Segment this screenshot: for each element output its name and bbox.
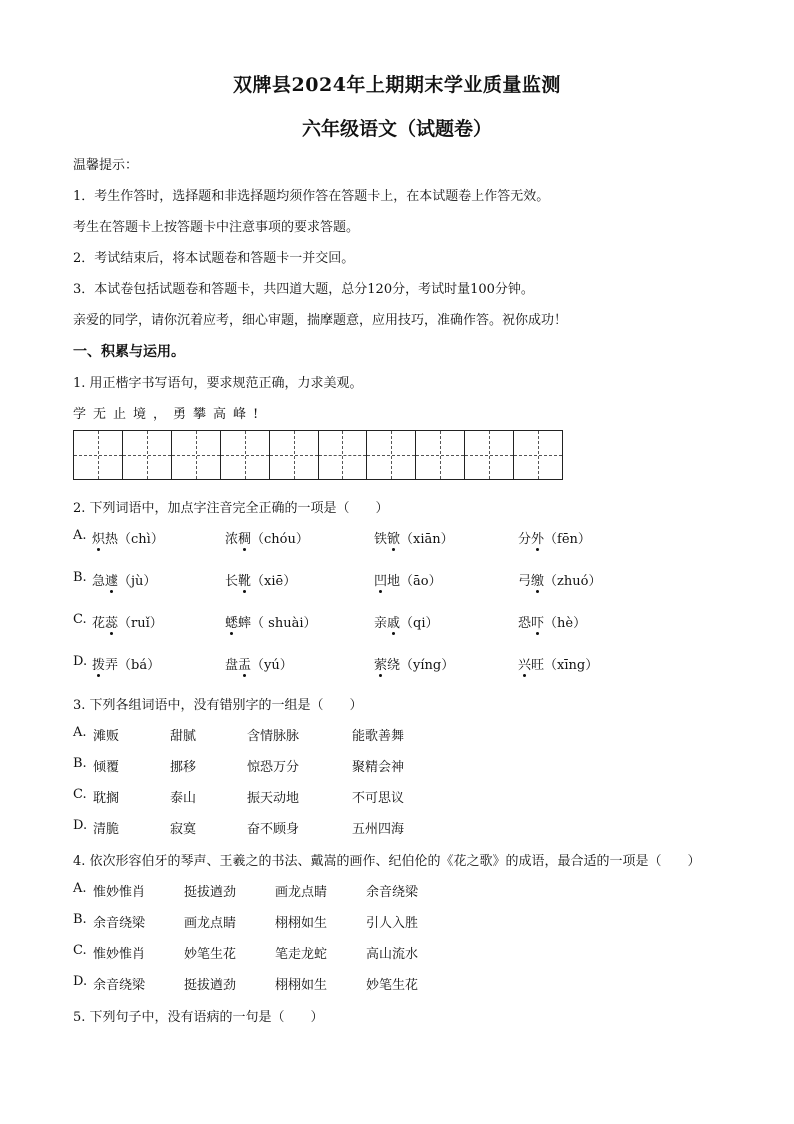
- option-word: 清脆: [93, 822, 120, 837]
- dotted-char: 炽: [92, 528, 105, 547]
- grid-cell[interactable]: [367, 431, 416, 479]
- grid-cell[interactable]: [465, 431, 514, 479]
- dotted-char: 盂: [238, 654, 251, 673]
- word-prefix: 长: [225, 574, 239, 589]
- dotted-char: 萦: [374, 654, 387, 673]
- option-word: 不可思议: [352, 791, 405, 806]
- option-word: 引人入胜: [366, 916, 419, 931]
- dotted-char: 拨: [92, 654, 105, 673]
- writing-grid[interactable]: [73, 430, 563, 480]
- word-pinyin: [518, 612, 586, 631]
- dotted-char: 外: [531, 528, 544, 547]
- dotted-char: 靴: [238, 570, 251, 589]
- word-pinyin: [225, 570, 296, 589]
- option-word: 画龙点睛: [275, 885, 328, 900]
- word-pinyin: [374, 570, 442, 589]
- option-word: 挺拔遒劲: [184, 885, 237, 900]
- grid-cell[interactable]: [416, 431, 465, 479]
- option-letter[interactable]: D.: [73, 654, 88, 669]
- word-prefix: 恐: [518, 616, 532, 631]
- exam-title: 双牌县2024年上期期末学业质量监测: [233, 74, 561, 96]
- word-pinyin: [374, 654, 454, 673]
- word-rest: （fēn）: [544, 532, 591, 547]
- option-word: 惟妙惟肖: [93, 947, 146, 962]
- word-rest: 热（chì）: [105, 532, 164, 547]
- word-rest: （xiān）: [400, 532, 454, 547]
- word-pinyin: [92, 612, 163, 631]
- grid-cell[interactable]: [270, 431, 319, 479]
- q3-prompt: 3. 下列各组词语中，没有错别字的一组是（ ）: [73, 698, 363, 713]
- option-word: 奋不顾身: [247, 822, 300, 837]
- word-pinyin: [225, 528, 309, 547]
- word-rest: （jù）: [118, 574, 157, 589]
- word-pinyin: [92, 654, 160, 673]
- option-word: 挺拔遒劲: [184, 978, 237, 993]
- option-word: 笔走龙蛇: [275, 947, 328, 962]
- grid-cell[interactable]: [221, 431, 270, 479]
- word-rest: （zhuó）: [544, 574, 602, 589]
- word-prefix: 盘: [225, 658, 239, 673]
- word-rest: 蟀（ shuài）: [238, 616, 317, 631]
- dotted-char: 戚: [387, 612, 400, 631]
- exam-subtitle: 六年级语文（试题卷）: [301, 118, 492, 140]
- option-letter[interactable]: B.: [73, 756, 87, 771]
- word-prefix: 弓: [518, 574, 532, 589]
- q1-prompt: 1. 用正楷字书写语句，要求规范正确，力求美观。: [73, 376, 363, 391]
- option-letter[interactable]: D.: [73, 818, 88, 833]
- grid-cell[interactable]: [172, 431, 221, 479]
- q2-prompt: 2. 下列词语中，加点字注音完全正确的一项是（ ）: [73, 501, 389, 516]
- word-prefix: 急: [92, 574, 106, 589]
- option-word: 画龙点睛: [184, 916, 237, 931]
- note-line: 2．考试结束后，将本试题卷和答题卡一并交回。: [73, 251, 355, 266]
- dotted-char: 蟋: [225, 612, 238, 631]
- option-word: 余音绕梁: [93, 916, 146, 931]
- option-word: 耽搁: [93, 791, 120, 806]
- option-word: 妙笔生花: [366, 978, 419, 993]
- option-word: 寂寞: [170, 822, 197, 837]
- dotted-char: 吓: [531, 612, 544, 631]
- word-pinyin: [518, 528, 591, 547]
- word-pinyin: [225, 654, 293, 673]
- option-word: 甜腻: [170, 729, 197, 744]
- word-prefix: 分: [518, 532, 532, 547]
- word-rest: 绕（yíng）: [387, 658, 455, 673]
- word-rest: （xiē）: [251, 574, 297, 589]
- option-word: 滩贩: [93, 729, 120, 744]
- word-rest: 旺（xīng）: [531, 658, 599, 673]
- option-letter[interactable]: A.: [73, 528, 87, 543]
- note-line: 考生在答题卡上按答题卡中注意事项的要求答题。: [73, 220, 360, 235]
- dotted-char: 锨: [387, 528, 400, 547]
- word-prefix: 浓: [225, 532, 239, 547]
- option-letter[interactable]: C.: [73, 787, 87, 802]
- option-word: 高山流水: [366, 947, 419, 962]
- word-prefix: 铁: [374, 532, 388, 547]
- dotted-char: 缴: [531, 570, 544, 589]
- option-word: 余音绕梁: [93, 978, 146, 993]
- notes-heading: 温馨提示：: [73, 158, 139, 173]
- option-word: 含情脉脉: [247, 729, 300, 744]
- word-pinyin: [374, 612, 439, 631]
- q5-prompt: 5. 下列句子中，没有语病的一句是（ ）: [73, 1010, 324, 1025]
- option-word: 泰山: [170, 791, 197, 806]
- q4-prompt: 4. 依次形容伯牙的琴声、王羲之的书法、戴嵩的画作、纪伯伦的《花之歌》的成语，最合适的一项是（ ）: [73, 854, 701, 869]
- word-pinyin: [518, 570, 601, 589]
- option-word: 能歌善舞: [352, 729, 405, 744]
- dotted-char: 兴: [518, 654, 531, 673]
- option-letter[interactable]: B.: [73, 570, 87, 585]
- option-word: 栩栩如生: [275, 916, 328, 931]
- dotted-char: 凹: [374, 570, 387, 589]
- option-word: 余音绕梁: [366, 885, 419, 900]
- word-rest: （qi）: [400, 616, 439, 631]
- dotted-char: 遽: [105, 570, 118, 589]
- grid-cell[interactable]: [123, 431, 172, 479]
- grid-cell[interactable]: [319, 431, 368, 479]
- option-word: 惟妙惟肖: [93, 885, 146, 900]
- option-letter[interactable]: C.: [73, 943, 87, 958]
- word-rest: 弄（bá）: [105, 658, 161, 673]
- word-pinyin: [374, 528, 454, 547]
- option-word: 挪移: [170, 760, 197, 775]
- option-word: 惊恐万分: [247, 760, 300, 775]
- option-word: 倾覆: [93, 760, 120, 775]
- option-word: 栩栩如生: [275, 978, 328, 993]
- option-letter[interactable]: A.: [73, 881, 87, 896]
- note-line: 1．考生作答时，选择题和非选择题均须作答在答题卡上，在本试题卷上作答无效。: [73, 189, 550, 204]
- note-line: 3．本试卷包括试题卷和答题卡，共四道大题，总分120分，考试时量100分钟。: [73, 282, 534, 297]
- grid-cell[interactable]: [514, 431, 562, 479]
- word-rest: 地（āo）: [387, 574, 442, 589]
- word-rest: （yú）: [251, 658, 293, 673]
- word-pinyin: [92, 570, 156, 589]
- word-pinyin: [518, 654, 598, 673]
- option-word: 五州四海: [352, 822, 405, 837]
- option-word: 振天动地: [247, 791, 300, 806]
- dotted-char: 蕊: [105, 612, 118, 631]
- word-rest: （hè）: [544, 616, 587, 631]
- option-letter[interactable]: A.: [73, 725, 87, 740]
- option-word: 聚精会神: [352, 760, 405, 775]
- word-pinyin: [92, 528, 164, 547]
- section-heading: 一、积累与运用。: [73, 344, 185, 360]
- word-pinyin: [225, 612, 316, 631]
- option-word: 妙笔生花: [184, 947, 237, 962]
- dotted-char: 稠: [238, 528, 251, 547]
- word-rest: （ruǐ）: [118, 616, 163, 631]
- option-letter[interactable]: C.: [73, 612, 87, 627]
- word-prefix: 花: [92, 616, 106, 631]
- word-prefix: 亲: [374, 616, 388, 631]
- option-letter[interactable]: B.: [73, 912, 87, 927]
- option-letter[interactable]: D.: [73, 974, 88, 989]
- note-line: 亲爱的同学，请你沉着应考，细心审题，揣摩题意，应用技巧，准确作答。祝你成功！: [73, 313, 568, 328]
- word-rest: （chóu）: [251, 532, 309, 547]
- grid-cell[interactable]: [74, 431, 123, 479]
- q1-sentence: 学无止境，勇攀高峰!: [73, 407, 266, 422]
